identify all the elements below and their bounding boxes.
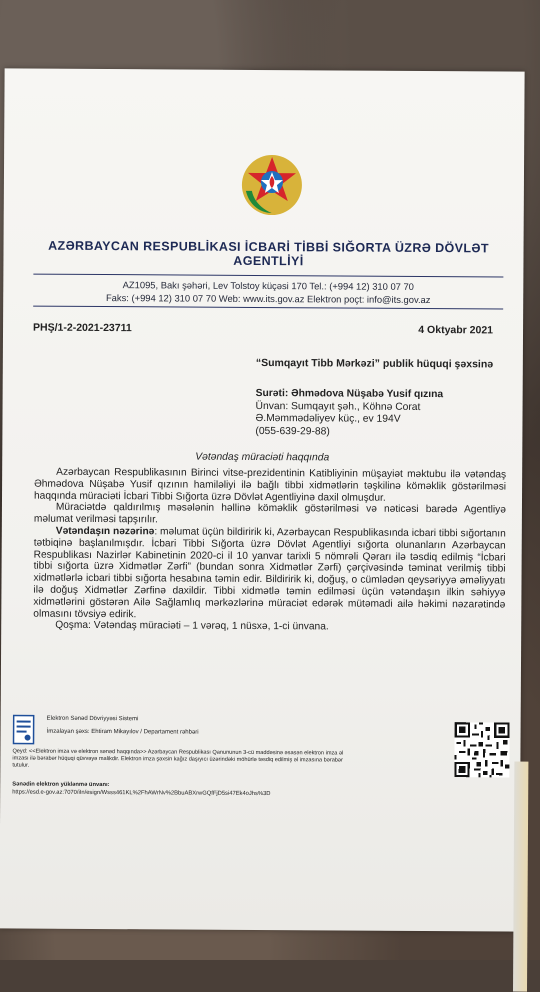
agency-contacts: Faks: (+994 12) 310 07 70 Web: www.its.gov.az Elektron poçt: info@its.gov.az: [105, 292, 431, 306]
body-paragraph-3-text: : məlumat üçün bildiririk ki, Azərbaycan Respublikasında icbari tibbi sığortanın tətbiqinə başlanılmışdır. İcbari Tibbi Sığorta üzrə Dövlət Agentliyi sığorta olunanların Azərbaycan Respublikası Nazirlər Kabinetinin 2020-ci il 10 yanvar tarixli 5 nömrəli Qərarı ilə təsdiq edilmiş “İcbari tibbi sığorta üzrə Xidmətlər Zərfi” (bundan sonra Xidmətlər Zərfi) çərçivəsində təminat verilmiş tibbi xidmətlərlə icbari tibbi sığorta hesabına təmin edir. Bildiririk ki, doğuş, o cümlədən qeysəriyyə əməliyyatı ilə doğuş Xidmətlər Zərfinə daxildir. Tibbi xidmətlə təmin edilməsi üçün vətəndaşın ilkin səhiyyə xidmətlərini göstərən Ailə Sağlamlıq mərkəzlərinə müraciət edərək mütəmadi ailə həkimi nəzarətində olmasını tövsiyə edirik.: [33, 526, 506, 620]
letterhead-divider-top: [33, 274, 503, 278]
recipient: “Sumqayıt Tibb Mərkəzi” publik hüquqi şəxsinə: [255, 356, 494, 371]
citizen-attention-lead: Vətəndaşın nəzərinə: [55, 525, 155, 538]
letter-subject: Vətəndaş müraciəti haqqında: [195, 451, 330, 464]
esign-system-name: Elektron Sənəd Dövriyyəsi Sistemi: [46, 715, 139, 723]
qr-code-icon[interactable]: [454, 722, 509, 777]
reference-number: PHŞ/1-2-2021-23711: [33, 321, 132, 335]
letter-page: [0, 68, 525, 931]
coat-of-arms-icon: [240, 153, 304, 217]
body-paragraph-1: Azərbaycan Respublikasının Birinci vitse-prezidentinin Katibliyinin müşayiət məktubu ilə vətəndaş Əhmədova Nüşabə Yusif qızının hamiləliyi ilə bağlı tibbi xidmətlərin təşkilinə köməklik göstərilməsi haqqında müraciəti İcbari Tibbi Sığorta üzrə Dövlət Agentliyinə daxil olmuşdur.: [33, 466, 507, 504]
copy-phone: (055-639-29-88): [255, 425, 330, 437]
esign-url-label: Sənədin elektron yüklənmə ünvanı:: [12, 781, 110, 789]
copy-label: Surəti: Əhmədova Nüşabə Yusif qızına: [255, 387, 444, 401]
agency-name: AZƏRBAYCAN RESPUBLİKASI İCBARİ TİBBİ SIĞORTA ÜZRƏ DÖVLƏT AGENTLİYİ: [48, 238, 490, 269]
body-paragraph-2: Müraciətdə qaldırılmış məsələnin həllinə köməklik göstərilməsi və nəticəsi barədə Agentliyə məlumat verilməsi tapşırılır.: [33, 502, 506, 526]
paper-fold: [513, 762, 528, 992]
copy-recipient-block: [255, 388, 505, 440]
body-paragraph-3: [33, 526, 506, 623]
letter-body: [33, 467, 506, 635]
esign-url[interactable]: https://esd.e-gov.az:7070/iIn/esign/Wsss461KL%2FhAWrNv%2BbuABXrwGQfFjD5si47Ek4oJhs%3D: [12, 789, 271, 798]
attachment-note: Qoşma: Vətəndaş müraciəti – 1 vərəq, 1 nüsxə, 1-ci ünvana.: [55, 620, 329, 633]
letterhead-divider-bottom: [33, 306, 503, 310]
agency-address: AZ1095, Bakı şəhəri, Lev Tolstoy küçəsi 170 Tel.: (+994 12) 310 07 70: [122, 279, 414, 292]
copy-address-line1: Ünvan: Sumqayıt şəh., Köhnə Corat: [255, 400, 421, 413]
esign-signer: İmzalayan şəxs: Ehtiram Mikayılov / Departament rəhbəri: [46, 728, 199, 736]
esign-legal-note: Qeyd: <<Elektron imza və elektron sənəd haqqında>> Azərbaycan Respublikası Qanununun 3-cü maddəsinə əsasən elektron imza əl imzası ilə bərabər hüquqi qüvvəyə malikdir. Elektron imza şəxsin kağız daşıyıcı üzərindəki möhürlə təsdiq edilmiş əl imzasına bərabər tutulur.: [12, 748, 344, 769]
letter-date: 4 Oktyabr 2021: [418, 323, 494, 337]
document-system-icon: [13, 714, 35, 744]
copy-address-line2: Ə.Məmmədəliyev küç., ev 194V: [255, 412, 401, 425]
